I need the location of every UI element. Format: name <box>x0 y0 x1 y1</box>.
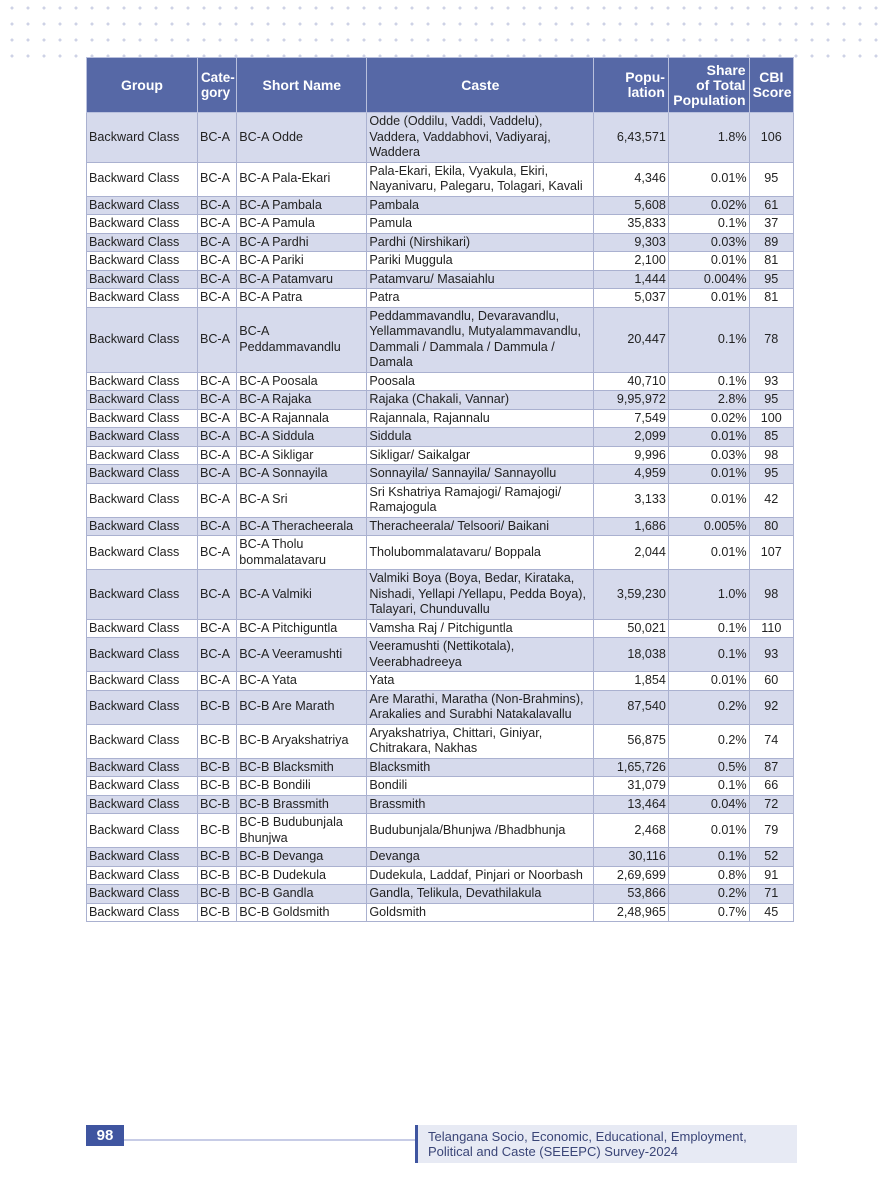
table-row <box>87 795 794 814</box>
table-row <box>87 113 794 163</box>
cell-cbi: 91 <box>749 866 793 885</box>
cell-short-name: BC-A Pariki <box>237 252 367 271</box>
table-row <box>87 536 794 570</box>
cell-caste: Goldsmith <box>367 903 594 922</box>
cell-short-name: BC-A Sonnayila <box>237 465 367 484</box>
cell-category: BC-A <box>197 252 236 271</box>
table-row <box>87 215 794 234</box>
cell-population: 20,447 <box>594 307 669 372</box>
header-cbi: CBI Score <box>749 58 793 113</box>
cell-population: 50,021 <box>594 619 669 638</box>
cell-category: BC-B <box>197 758 236 777</box>
cell-group: Backward Class <box>87 690 198 724</box>
cell-group: Backward Class <box>87 307 198 372</box>
table-row <box>87 465 794 484</box>
cell-share: 0.01% <box>668 162 749 196</box>
cell-population: 7,549 <box>594 409 669 428</box>
cell-group: Backward Class <box>87 903 198 922</box>
table-row <box>87 162 794 196</box>
table-row <box>87 619 794 638</box>
cell-population: 40,710 <box>594 372 669 391</box>
cell-short-name: BC-A Rajaka <box>237 391 367 410</box>
cell-cbi: 37 <box>749 215 793 234</box>
cell-population: 2,468 <box>594 814 669 848</box>
cell-category: BC-B <box>197 848 236 867</box>
cell-group: Backward Class <box>87 536 198 570</box>
cell-category: BC-A <box>197 638 236 672</box>
cell-group: Backward Class <box>87 724 198 758</box>
cell-share: 1.0% <box>668 570 749 620</box>
cell-caste: Patamvaru/ Masaiahlu <box>367 270 594 289</box>
table-row <box>87 672 794 691</box>
cell-share: 0.005% <box>668 517 749 536</box>
cell-caste: Rajannala, Rajannalu <box>367 409 594 428</box>
cell-cbi: 81 <box>749 289 793 308</box>
cell-cbi: 93 <box>749 638 793 672</box>
cell-category: BC-B <box>197 795 236 814</box>
cell-population: 5,608 <box>594 196 669 215</box>
cell-group: Backward Class <box>87 777 198 796</box>
cell-group: Backward Class <box>87 252 198 271</box>
cell-short-name: BC-B Are Marath <box>237 690 367 724</box>
cell-cbi: 60 <box>749 672 793 691</box>
cell-short-name: BC-B Aryakshatriya <box>237 724 367 758</box>
cell-category: BC-A <box>197 428 236 447</box>
cell-category: BC-A <box>197 619 236 638</box>
cell-caste: Brassmith <box>367 795 594 814</box>
cell-cbi: 74 <box>749 724 793 758</box>
cell-short-name: BC-B Devanga <box>237 848 367 867</box>
table-row <box>87 758 794 777</box>
cell-cbi: 98 <box>749 570 793 620</box>
cell-cbi: 95 <box>749 391 793 410</box>
cell-short-name: BC-B Dudekula <box>237 866 367 885</box>
table-row <box>87 570 794 620</box>
cell-category: BC-A <box>197 672 236 691</box>
cell-short-name: BC-A Yata <box>237 672 367 691</box>
cell-group: Backward Class <box>87 638 198 672</box>
cell-share: 0.7% <box>668 903 749 922</box>
cell-caste: Rajaka (Chakali, Vannar) <box>367 391 594 410</box>
caste-table-container <box>86 57 794 922</box>
cell-share: 2.8% <box>668 391 749 410</box>
table-row <box>87 777 794 796</box>
footer-rule <box>124 1139 416 1141</box>
cell-short-name: BC-B Bondili <box>237 777 367 796</box>
cell-category: BC-A <box>197 409 236 428</box>
cell-short-name: BC-B Goldsmith <box>237 903 367 922</box>
cell-population: 2,099 <box>594 428 669 447</box>
cell-short-name: BC-B Brassmith <box>237 795 367 814</box>
cell-population: 1,854 <box>594 672 669 691</box>
cell-short-name: BC-A Sikligar <box>237 446 367 465</box>
cell-category: BC-A <box>197 270 236 289</box>
table-row <box>87 638 794 672</box>
cell-caste: Vamsha Raj / Pitchiguntla <box>367 619 594 638</box>
cell-caste: Veeramushti (Nettikotala), Veerabhadreeya <box>367 638 594 672</box>
cell-share: 0.04% <box>668 795 749 814</box>
cell-share: 0.004% <box>668 270 749 289</box>
cell-group: Backward Class <box>87 795 198 814</box>
cell-group: Backward Class <box>87 483 198 517</box>
cell-caste: Pardhi (Nirshikari) <box>367 233 594 252</box>
cell-group: Backward Class <box>87 391 198 410</box>
cell-share: 0.1% <box>668 372 749 391</box>
cell-cbi: 66 <box>749 777 793 796</box>
cell-share: 0.01% <box>668 465 749 484</box>
table-row <box>87 848 794 867</box>
cell-group: Backward Class <box>87 672 198 691</box>
cell-share: 0.1% <box>668 307 749 372</box>
cell-short-name: BC-B Blacksmith <box>237 758 367 777</box>
cell-share: 0.5% <box>668 758 749 777</box>
cell-category: BC-B <box>197 866 236 885</box>
cell-population: 9,996 <box>594 446 669 465</box>
cell-share: 0.2% <box>668 690 749 724</box>
header-group: Group <box>87 58 198 113</box>
cell-caste: Pambala <box>367 196 594 215</box>
cell-cbi: 98 <box>749 446 793 465</box>
cell-population: 2,69,699 <box>594 866 669 885</box>
cell-category: BC-A <box>197 536 236 570</box>
cell-cbi: 95 <box>749 162 793 196</box>
cell-share: 0.03% <box>668 233 749 252</box>
table-row <box>87 483 794 517</box>
cell-cbi: 85 <box>749 428 793 447</box>
cell-group: Backward Class <box>87 428 198 447</box>
cell-caste: Aryakshatriya, Chittari, Giniyar, Chitrakara, Nakhas <box>367 724 594 758</box>
cell-group: Backward Class <box>87 409 198 428</box>
cell-group: Backward Class <box>87 570 198 620</box>
cell-category: BC-A <box>197 162 236 196</box>
cell-population: 9,95,972 <box>594 391 669 410</box>
cell-population: 5,037 <box>594 289 669 308</box>
cell-category: BC-B <box>197 885 236 904</box>
cell-short-name: BC-A Valmiki <box>237 570 367 620</box>
cell-cbi: 71 <box>749 885 793 904</box>
cell-short-name: BC-A Pardhi <box>237 233 367 252</box>
cell-population: 30,116 <box>594 848 669 867</box>
cell-share: 1.8% <box>668 113 749 163</box>
cell-share: 0.2% <box>668 724 749 758</box>
cell-group: Backward Class <box>87 446 198 465</box>
cell-share: 0.01% <box>668 428 749 447</box>
cell-population: 56,875 <box>594 724 669 758</box>
cell-cbi: 110 <box>749 619 793 638</box>
cell-short-name: BC-A Odde <box>237 113 367 163</box>
cell-category: BC-B <box>197 903 236 922</box>
cell-group: Backward Class <box>87 215 198 234</box>
cell-population: 31,079 <box>594 777 669 796</box>
cell-population: 3,59,230 <box>594 570 669 620</box>
cell-cbi: 61 <box>749 196 793 215</box>
cell-category: BC-B <box>197 690 236 724</box>
table-row <box>87 724 794 758</box>
cell-group: Backward Class <box>87 289 198 308</box>
table-row <box>87 391 794 410</box>
cell-share: 0.03% <box>668 446 749 465</box>
cell-category: BC-A <box>197 215 236 234</box>
cell-cbi: 79 <box>749 814 793 848</box>
cell-group: Backward Class <box>87 517 198 536</box>
cell-caste: Siddula <box>367 428 594 447</box>
cell-population: 9,303 <box>594 233 669 252</box>
cell-share: 0.01% <box>668 289 749 308</box>
table-row <box>87 814 794 848</box>
table-row <box>87 885 794 904</box>
cell-caste: Odde (Oddilu, Vaddi, Vaddelu), Vaddera, Vaddabhovi, Vadiyaraj, Waddera <box>367 113 594 163</box>
cell-share: 0.01% <box>668 483 749 517</box>
table-row <box>87 252 794 271</box>
cell-caste: Sikligar/ Saikalgar <box>367 446 594 465</box>
cell-share: 0.2% <box>668 885 749 904</box>
table-row <box>87 233 794 252</box>
table-row <box>87 517 794 536</box>
cell-group: Backward Class <box>87 465 198 484</box>
cell-cbi: 72 <box>749 795 793 814</box>
cell-cbi: 42 <box>749 483 793 517</box>
cell-short-name: BC-B Budubunjala Bhunjwa <box>237 814 367 848</box>
cell-short-name: BC-A Pambala <box>237 196 367 215</box>
cell-short-name: BC-A Tholu bommalatavaru <box>237 536 367 570</box>
cell-share: 0.01% <box>668 814 749 848</box>
cell-caste: Yata <box>367 672 594 691</box>
cell-group: Backward Class <box>87 162 198 196</box>
cell-cbi: 81 <box>749 252 793 271</box>
header-category: Cate- gory <box>197 58 236 113</box>
cell-share: 0.01% <box>668 672 749 691</box>
table-row <box>87 372 794 391</box>
cell-group: Backward Class <box>87 372 198 391</box>
cell-caste: Tholubommalatavaru/ Boppala <box>367 536 594 570</box>
cell-caste: Pala-Ekari, Ekila, Vyakula, Ekiri, Nayanivaru, Palegaru, Tolagari, Kavali <box>367 162 594 196</box>
cell-short-name: BC-A Rajannala <box>237 409 367 428</box>
caste-table <box>86 57 794 922</box>
cell-category: BC-A <box>197 113 236 163</box>
cell-caste: Valmiki Boya (Boya, Bedar, Kirataka, Nishadi, Yellapi /Yellapu, Pedda Boya), Talayari, Chunduvallu <box>367 570 594 620</box>
cell-group: Backward Class <box>87 885 198 904</box>
cell-category: BC-A <box>197 307 236 372</box>
cell-population: 1,65,726 <box>594 758 669 777</box>
cell-short-name: BC-A Veeramushti <box>237 638 367 672</box>
footer-title-box <box>415 1125 797 1163</box>
cell-population: 53,866 <box>594 885 669 904</box>
cell-caste: Dudekula, Laddaf, Pinjari or Noorbash <box>367 866 594 885</box>
cell-cbi: 45 <box>749 903 793 922</box>
cell-group: Backward Class <box>87 758 198 777</box>
cell-caste: Patra <box>367 289 594 308</box>
cell-short-name: BC-A Sri <box>237 483 367 517</box>
cell-share: 0.1% <box>668 638 749 672</box>
cell-category: BC-A <box>197 570 236 620</box>
cell-share: 0.1% <box>668 619 749 638</box>
cell-category: BC-A <box>197 289 236 308</box>
cell-category: BC-B <box>197 777 236 796</box>
header-population: Popu- lation <box>594 58 669 113</box>
cell-cbi: 95 <box>749 270 793 289</box>
cell-population: 4,959 <box>594 465 669 484</box>
cell-caste: Devanga <box>367 848 594 867</box>
table-row <box>87 270 794 289</box>
table-row <box>87 866 794 885</box>
table-row <box>87 196 794 215</box>
cell-group: Backward Class <box>87 196 198 215</box>
cell-group: Backward Class <box>87 619 198 638</box>
cell-category: BC-A <box>197 517 236 536</box>
cell-group: Backward Class <box>87 113 198 163</box>
cell-group: Backward Class <box>87 848 198 867</box>
cell-population: 1,686 <box>594 517 669 536</box>
cell-group: Backward Class <box>87 270 198 289</box>
cell-population: 4,346 <box>594 162 669 196</box>
table-row <box>87 289 794 308</box>
cell-short-name: BC-A Peddammavandlu <box>237 307 367 372</box>
cell-short-name: BC-A Patra <box>237 289 367 308</box>
table-row <box>87 446 794 465</box>
cell-cbi: 52 <box>749 848 793 867</box>
table-row <box>87 690 794 724</box>
cell-short-name: BC-A Patamvaru <box>237 270 367 289</box>
cell-population: 2,100 <box>594 252 669 271</box>
cell-caste: Pariki Muggula <box>367 252 594 271</box>
cell-share: 0.1% <box>668 777 749 796</box>
cell-population: 35,833 <box>594 215 669 234</box>
cell-population: 2,044 <box>594 536 669 570</box>
cell-caste: Peddammavandlu, Devaravandlu, Yellammavandlu, Mutyalammavandlu, Dammali / Dammala / Dammula / Damala <box>367 307 594 372</box>
cell-share: 0.02% <box>668 409 749 428</box>
cell-share: 0.8% <box>668 866 749 885</box>
page-number: 98 <box>86 1125 124 1146</box>
table-row <box>87 409 794 428</box>
cell-share: 0.1% <box>668 848 749 867</box>
cell-share: 0.01% <box>668 536 749 570</box>
cell-share: 0.02% <box>668 196 749 215</box>
table-row <box>87 903 794 922</box>
cell-category: BC-A <box>197 196 236 215</box>
cell-population: 87,540 <box>594 690 669 724</box>
cell-caste: Gandla, Telikula, Devathilakula <box>367 885 594 904</box>
footer-title: Telangana Socio, Economic, Educational, Employment, Political and Caste (SEEEPC) Survey-2024 <box>428 1129 747 1159</box>
cell-cbi: 80 <box>749 517 793 536</box>
cell-cbi: 93 <box>749 372 793 391</box>
table-header-row <box>87 58 794 113</box>
cell-population: 18,038 <box>594 638 669 672</box>
cell-short-name: BC-A Theracheerala <box>237 517 367 536</box>
cell-group: Backward Class <box>87 814 198 848</box>
cell-group: Backward Class <box>87 866 198 885</box>
cell-short-name: BC-A Poosala <box>237 372 367 391</box>
cell-share: 0.01% <box>668 252 749 271</box>
cell-cbi: 106 <box>749 113 793 163</box>
cell-caste: Budubunjala/Bhunjwa /Bhadbhunja <box>367 814 594 848</box>
cell-cbi: 92 <box>749 690 793 724</box>
cell-cbi: 95 <box>749 465 793 484</box>
cell-caste: Are Marathi, Maratha (Non-Brahmins), Arakalies and Surabhi Natakalavallu <box>367 690 594 724</box>
cell-cbi: 89 <box>749 233 793 252</box>
cell-category: BC-B <box>197 814 236 848</box>
cell-short-name: BC-A Pitchiguntla <box>237 619 367 638</box>
cell-cbi: 78 <box>749 307 793 372</box>
cell-population: 3,133 <box>594 483 669 517</box>
cell-category: BC-A <box>197 465 236 484</box>
cell-population: 13,464 <box>594 795 669 814</box>
header-short-name: Short Name <box>237 58 367 113</box>
header-caste: Caste <box>367 58 594 113</box>
cell-caste: Bondili <box>367 777 594 796</box>
decorative-dot-pattern <box>0 0 883 60</box>
cell-category: BC-A <box>197 446 236 465</box>
cell-category: BC-A <box>197 391 236 410</box>
table-body <box>87 113 794 922</box>
cell-category: BC-A <box>197 233 236 252</box>
cell-share: 0.1% <box>668 215 749 234</box>
cell-group: Backward Class <box>87 233 198 252</box>
cell-population: 2,48,965 <box>594 903 669 922</box>
cell-short-name: BC-A Siddula <box>237 428 367 447</box>
cell-cbi: 100 <box>749 409 793 428</box>
cell-caste: Sri Kshatriya Ramajogi/ Ramajogi/ Ramajogula <box>367 483 594 517</box>
cell-category: BC-B <box>197 724 236 758</box>
cell-caste: Poosala <box>367 372 594 391</box>
cell-population: 6,43,571 <box>594 113 669 163</box>
cell-short-name: BC-A Pamula <box>237 215 367 234</box>
cell-caste: Pamula <box>367 215 594 234</box>
cell-short-name: BC-B Gandla <box>237 885 367 904</box>
table-row <box>87 307 794 372</box>
cell-caste: Blacksmith <box>367 758 594 777</box>
cell-cbi: 107 <box>749 536 793 570</box>
header-share: Share of Total Population <box>668 58 749 113</box>
cell-short-name: BC-A Pala-Ekari <box>237 162 367 196</box>
cell-caste: Sonnayila/ Sannayila/ Sannayollu <box>367 465 594 484</box>
table-row <box>87 428 794 447</box>
cell-category: BC-A <box>197 372 236 391</box>
cell-cbi: 87 <box>749 758 793 777</box>
cell-category: BC-A <box>197 483 236 517</box>
cell-population: 1,444 <box>594 270 669 289</box>
cell-caste: Theracheerala/ Telsoori/ Baikani <box>367 517 594 536</box>
